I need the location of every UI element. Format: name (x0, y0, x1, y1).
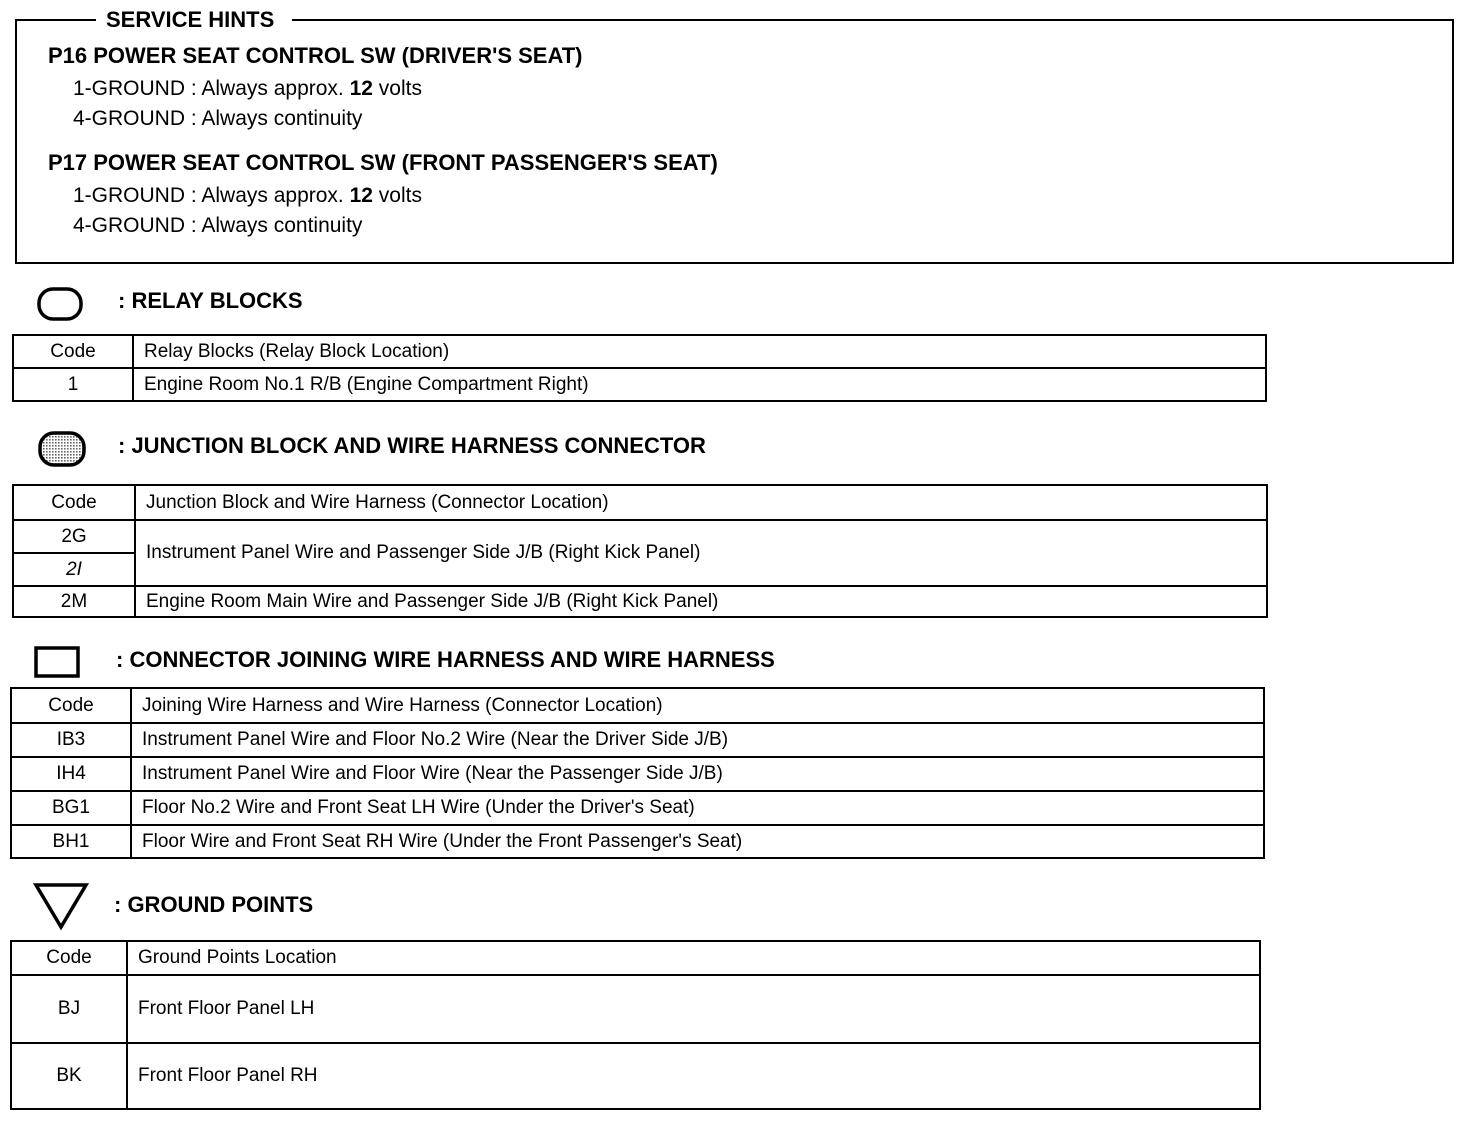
table-header-row (13, 335, 1266, 368)
table-row (11, 825, 1264, 858)
hint-terminal: 1-GROUND (73, 184, 186, 207)
table-header-row (11, 688, 1264, 723)
hint-terminal: 1-GROUND (73, 77, 186, 100)
row-code: 1 (13, 368, 133, 401)
table-row (11, 1043, 1260, 1109)
hint-heading-p17: P17 POWER SEAT CONTROL SW (FRONT PASSENGER'S SEAT) (48, 150, 718, 175)
row-desc: Engine Room No.1 R/B (Engine Compartment Right) (133, 368, 1266, 401)
table-row (13, 368, 1266, 401)
table-row (13, 520, 1267, 553)
hint-line-p16-4 (73, 105, 362, 133)
table-row (11, 757, 1264, 791)
row-code: BK (11, 1043, 127, 1109)
hint-line-p16-1 (73, 75, 422, 103)
table-row (11, 975, 1260, 1043)
row-desc: Floor Wire and Front Seat RH Wire (Under the Front Passenger's Seat) (131, 825, 1264, 858)
row-desc: Instrument Panel Wire and Passenger Side J/B (Right Kick Panel) (135, 520, 1267, 586)
ground-points-title: : GROUND POINTS (114, 892, 314, 917)
table-row (11, 791, 1264, 825)
hint-text: : Always continuity (185, 107, 363, 130)
table-header-row (13, 485, 1267, 520)
relay-blocks-table (12, 334, 1267, 402)
connectors-title: : CONNECTOR JOINING WIRE HARNESS AND WIRE HARNESS (116, 647, 775, 672)
hint-text: : Always approx. (185, 77, 350, 100)
relay-blocks-title: : RELAY BLOCKS (118, 288, 303, 313)
row-desc: Floor No.2 Wire and Front Seat LH Wire (Under the Driver's Seat) (131, 791, 1264, 825)
hint-value: 12 (349, 77, 373, 100)
junction-blocks-title: : JUNCTION BLOCK AND WIRE HARNESS CONNECTOR (118, 433, 706, 458)
row-desc: Front Floor Panel RH (127, 1043, 1260, 1109)
ground-point-triangle-icon (33, 881, 89, 931)
header-desc: Joining Wire Harness and Wire Harness (Connector Location) (131, 688, 1264, 723)
ground-points-table (10, 940, 1261, 1110)
row-code: BG1 (11, 791, 131, 825)
row-code: BJ (11, 975, 127, 1043)
row-code: IB3 (11, 723, 131, 757)
header-desc: Relay Blocks (Relay Block Location) (133, 335, 1266, 368)
row-code: 2I (13, 553, 135, 586)
row-code: 2G (13, 520, 135, 553)
row-code: 2M (13, 586, 135, 617)
service-hints-title: SERVICE HINTS (96, 6, 292, 34)
hint-line-p17-1 (73, 182, 422, 210)
hint-text: : Always continuity (185, 214, 363, 237)
hint-terminal: 4-GROUND (73, 107, 186, 130)
row-code: IH4 (11, 757, 131, 791)
hint-unit: volts (372, 184, 422, 207)
header-code: Code (11, 941, 127, 975)
row-desc: Instrument Panel Wire and Floor Wire (Near the Passenger Side J/B) (131, 757, 1264, 791)
row-desc: Front Floor Panel LH (127, 975, 1260, 1043)
header-code: Code (13, 485, 135, 520)
header-desc: Ground Points Location (127, 941, 1260, 975)
connector-symbol-icon (34, 646, 80, 678)
connectors-table (10, 687, 1265, 859)
header-code: Code (11, 688, 131, 723)
hint-terminal: 4-GROUND (73, 214, 186, 237)
table-row (13, 586, 1267, 617)
hint-heading-p16: P16 POWER SEAT CONTROL SW (DRIVER'S SEAT) (48, 43, 583, 68)
hint-unit: volts (372, 77, 422, 100)
table-header-row (11, 941, 1260, 975)
row-desc: Instrument Panel Wire and Floor No.2 Wire (Near the Driver Side J/B) (131, 723, 1264, 757)
row-desc: Engine Room Main Wire and Passenger Side J/B (Right Kick Panel) (135, 586, 1267, 617)
row-code: BH1 (11, 825, 131, 858)
hint-value: 12 (349, 184, 373, 207)
header-code: Code (13, 335, 133, 368)
junction-blocks-table (12, 484, 1268, 618)
hint-line-p17-4 (73, 212, 362, 240)
header-desc: Junction Block and Wire Harness (Connector Location) (135, 485, 1267, 520)
hint-text: : Always approx. (185, 184, 350, 207)
junction-block-symbol-icon (37, 430, 87, 468)
table-row (11, 723, 1264, 757)
relay-block-symbol-icon (36, 286, 84, 322)
